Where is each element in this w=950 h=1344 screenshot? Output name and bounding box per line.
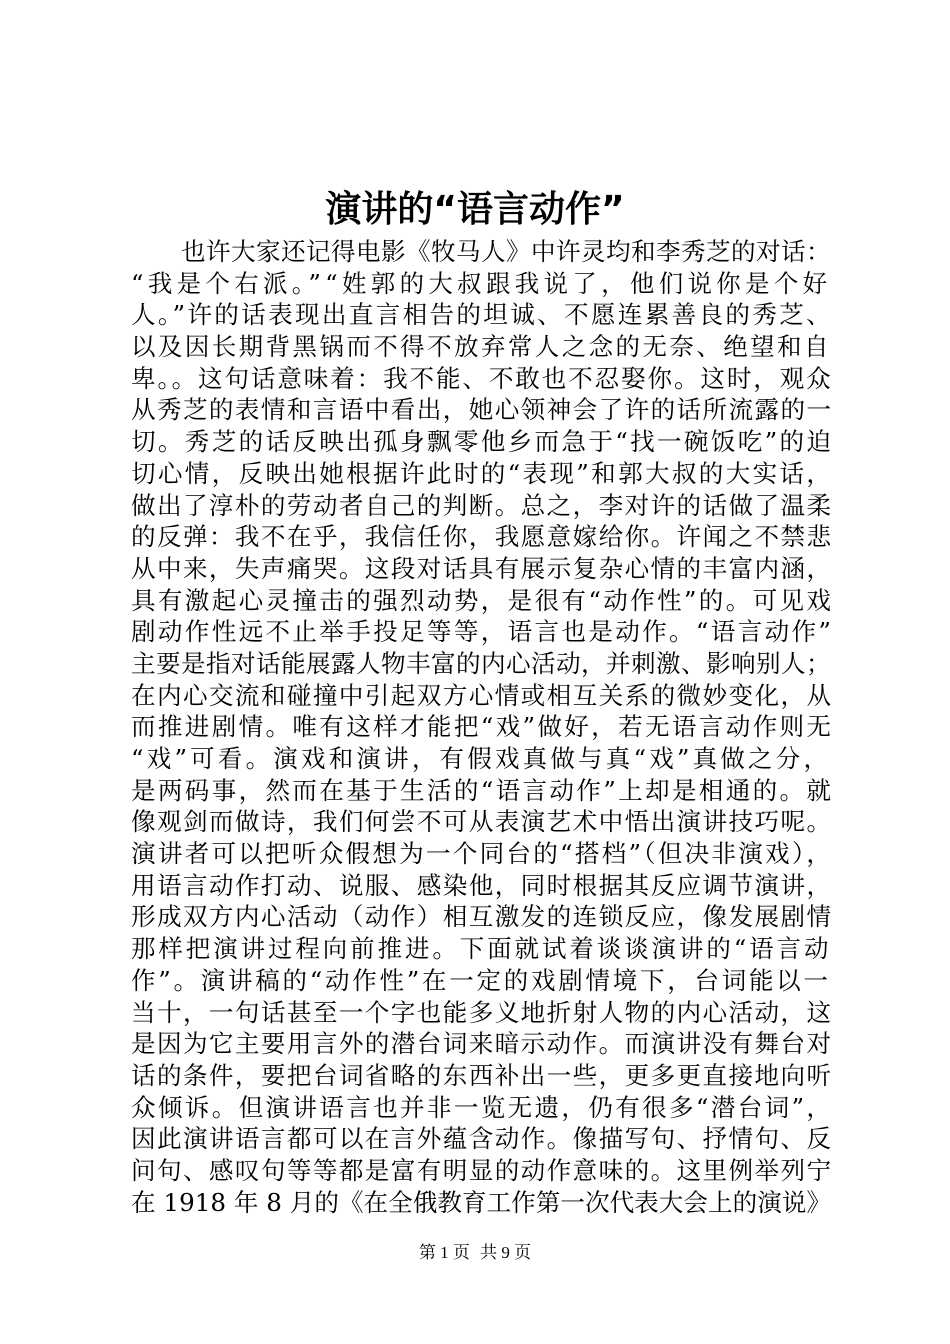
paragraph-line: 从中来，失声痛哭。这段对话具有展示复杂心情的丰富内涵， (131, 553, 833, 583)
paragraph-line: 在内心交流和碰撞中引起双方心情或相互关系的微妙变化，从 (131, 680, 833, 710)
paragraph-line: 也许大家还记得电影《牧马人》中许灵均和李秀芝的对话： (131, 237, 832, 266)
paragraph-line: 切心情，反映出她根据许此时的“表现”和郭大叔的大实话， (131, 458, 834, 488)
paragraph-line: 像观剑而做诗，我们何尝不可从表演艺术中悟出演讲技巧呢。 (131, 807, 833, 837)
paragraph-line: 形成双方内心活动（动作）相互激发的连锁反应，像发展剧情 (131, 902, 833, 932)
page-total: 共 9 页 (480, 1243, 532, 1262)
page-title: 演讲的“语言动作” (325, 189, 625, 230)
page-footer (0, 1242, 950, 1264)
paragraph-line: 用语言动作打动、说服、感染他，同时根据其反应调节演讲， (131, 870, 833, 900)
paragraph-line: 演讲者可以把听众假想为一个同台的“搭档”（但决非演戏）， (131, 839, 834, 869)
paragraph-line: 人。”许的话表现出直言相告的坦诚、不愿连累善良的秀芝、 (131, 300, 834, 330)
paragraph-line: 的反弹：我不在乎，我信任你，我愿意嫁给你。许闻之不禁悲 (131, 522, 833, 552)
paragraph-line: 具有激起心灵撞击的强烈动势，是很有“动作性”的。可见戏 (131, 585, 834, 615)
paragraph-line: “我是个右派。”“姓郭的大叔跟我说了，他们说你是个好 (131, 268, 832, 298)
paragraph-line: 众倾诉。但演讲语言也并非一览无遗，仍有很多“潜台词”， (131, 1092, 834, 1122)
paragraph-line: 作”。演讲稿的“动作性”在一定的戏剧情境下，台词能以一 (131, 965, 831, 995)
body-text (131, 236, 834, 1218)
paragraph-line: 做出了淳朴的劳动者自己的判断。总之，李对许的话做了温柔 (131, 490, 833, 520)
paragraph-line: 是因为它主要用言外的潜台词来暗示动作。而演讲没有舞台对 (131, 1029, 833, 1059)
paragraph-line: 那样把演讲过程向前推进。下面就试着谈谈演讲的“语言动 (131, 934, 832, 964)
paragraph-line: 主要是指对话能展露人物丰富的内心活动，并刺激、影响别人； (131, 648, 832, 678)
page-number: 第 1 页 (418, 1243, 470, 1262)
paragraph-line: 从秀芝的表情和言语中看出，她心领神会了许的话所流露的一 (131, 395, 833, 425)
paragraph-line: 以及因长期背黑锅而不得不放弃常人之念的无奈、绝望和自 (131, 332, 831, 362)
paragraph-line: 话的条件，要把台词省略的东西补出一些，更多更直接地向听 (131, 1060, 833, 1090)
paragraph-line: 在 1918 年 8 月的《在全俄教育工作第一次代表大会上的演说》 (131, 1187, 831, 1217)
paragraph-line: “戏”可看。演戏和演讲，有假戏真做与真“戏”真做之分， (131, 744, 832, 773)
paragraph-line: 当十，一句话甚至一个字也能多义地折射人物的内心活动，这 (131, 997, 833, 1027)
paragraph-line: 卑。。这句话意味着：我不能、不敢也不忍娶你。这时，观众 (131, 363, 833, 393)
paragraph-line: 而推进剧情。唯有这样才能把“戏”做好，若无语言动作则无 (131, 712, 834, 742)
paragraph-line: 因此演讲语言都可以在言外蕴含动作。像描写句、抒情句、反 (131, 1124, 833, 1154)
paragraph-line: 是两码事，然而在基于生活的“语言动作”上却是相通的。就 (131, 775, 834, 805)
paragraph-line: 问句、感叹句等等都是富有明显的动作意味的。这里例举列宁 (131, 1155, 833, 1185)
paragraph-line: 剧动作性远不止举手投足等等，语言也是动作。“语言动作” (131, 617, 834, 647)
paragraph-line: 切。秀芝的话反映出孤身飘零他乡而急于“找一碗饭吃”的迫 (131, 427, 834, 457)
